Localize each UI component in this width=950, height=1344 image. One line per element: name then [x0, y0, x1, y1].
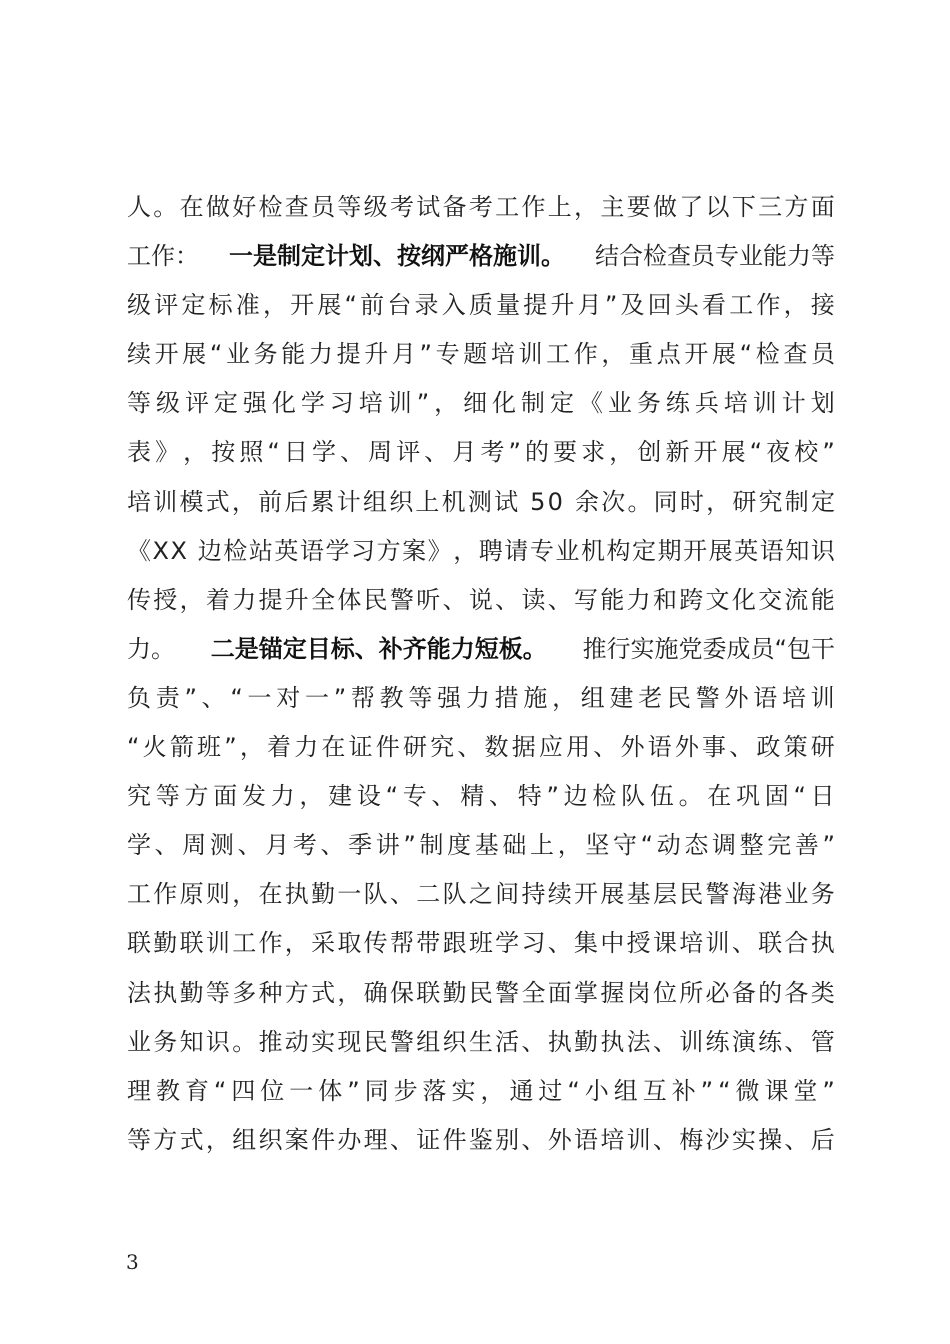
text-line: 业 务 知 识 。 推 动 实 现 民 警 组 织 生 活 、 执 勤 执 法 、 训 练 演 练 、 管: [127, 1027, 835, 1056]
text-line: 联 勤 联 训 工 作 ， 采 取 传 帮 带 跟 班 学 习 、 集 中 授 课 培 训 、 联 合 执: [127, 929, 835, 958]
body-paragraph: [127, 183, 835, 1165]
text-line: 究 等 方 面 发 力 ， 建 设 “ 专 、 精 、 特 ” 边 检 队 伍 。 在 巩 固 “ 日: [127, 782, 835, 811]
text-line: 理 教 育 “ 四 位 一 体 ” 同 步 落 实 ， 通 过 “ 小 组 互 补 ” “ 微 课 堂 ”: [127, 1076, 835, 1105]
text-line: 传 授 ， 着 力 提 升 全 体 民 警 听 、 说 、 读 、 写 能 力 和 跨 文 化 交 流 能: [127, 585, 835, 614]
bold-heading: 一是制定计划、按纲严格施训。: [229, 242, 565, 271]
text-line: 学 、 周 测 、 月 考 、 季 讲 ” 制 度 基 础 上 ， 坚 守 “ 动 态 调 整 完 善 ”: [127, 831, 835, 860]
page-number: 3: [126, 1250, 139, 1274]
text-line: 人 。 在 做 好 检 查 员 等 级 考 试 备 考 工 作 上 ， 主 要 做 了 以 下 三 方 面: [127, 193, 835, 221]
text-line: 等 级 评 定 强 化 学 习 培 训 ” ， 细 化 制 定 《 业 务 练 兵 培 训 计 划: [127, 389, 835, 418]
text-line: “ 火 箭 班 ” ， 着 力 在 证 件 研 究 、 数 据 应 用 、 外 语 外 事 、 政 策 研: [127, 733, 835, 762]
text-line: 续 开 展 “ 业 务 能 力 提 升 月 ” 专 题 培 训 工 作 ， 重 点 开 展 “ 检 查 员: [127, 340, 835, 369]
text-line: 培 训 模 式 ， 前 后 累 计 组 织 上 机 测 试 5 0 余 次 。 同 时 ， 研 究 制 定: [127, 487, 835, 516]
bold-heading: 二是锚定目标、补齐能力短板。: [210, 634, 547, 663]
text-line: 力。 二是锚定目标、补齐能力短板。 推行实施党委成员“包干: [127, 625, 835, 674]
text-line: 工 作 原 则 ， 在 执 勤 一 队 、 二 队 之 间 持 续 开 展 基 层 民 警 海 港 业 务: [127, 880, 835, 909]
text-line: 《 X X 边 检 站 英 语 学 习 方 案 》 ， 聘 请 专 业 机 构 定 期 开 展 英 语 知 识: [127, 536, 835, 565]
text-line: 级 评 定 标 准 ， 开 展 “ 前 台 录 入 质 量 提 升 月 ” 及 回 头 看 工 作 ， 接: [127, 291, 835, 320]
text-line: 等 方 式 ， 组 织 案 件 办 理 、 证 件 鉴 别 、 外 语 培 训 、 梅 沙 实 操 、 后: [127, 1125, 835, 1154]
text-line: 工作： 一是制定计划、按纲严格施训。 结合检查员专业能力等: [127, 232, 835, 281]
text-line: 表 》 ， 按 照 “ 日 学 、 周 评 、 月 考 ” 的 要 求 ， 创 新 开 展 “ 夜 校 ”: [127, 438, 835, 467]
text-line: 负 责 ” 、 “ 一 对 一 ” 帮 教 等 强 力 措 施 ， 组 建 老 民 警 外 语 培 训: [127, 683, 835, 712]
text-line: 法 执 勤 等 多 种 方 式 ， 确 保 联 勤 民 警 全 面 掌 握 岗 位 所 必 备 的 各 类: [127, 978, 835, 1007]
